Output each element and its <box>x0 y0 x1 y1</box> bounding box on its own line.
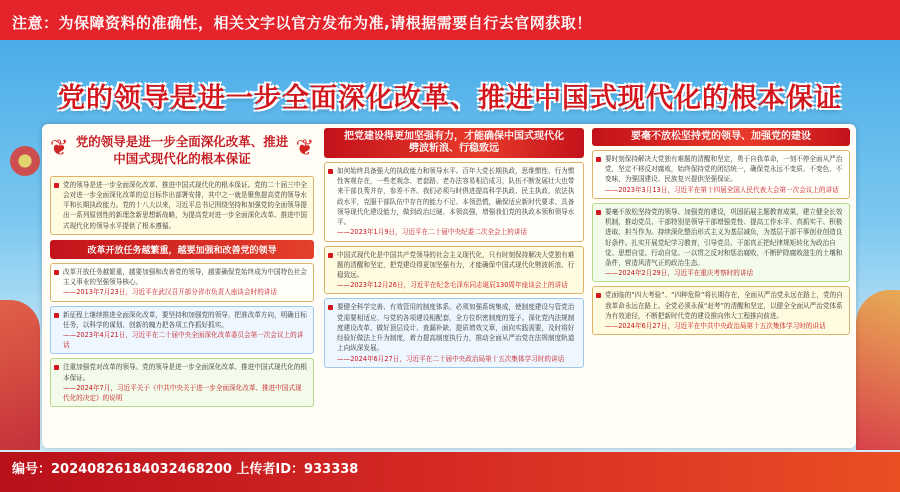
column-title-line2: 中国式现代化的根本保证 <box>113 150 251 166</box>
column-heading-line1: 把党建设得更加坚强有力，才能确保中国式现代化 <box>344 131 564 142</box>
quote-card <box>50 358 314 407</box>
column-left <box>50 128 314 407</box>
banner-title: 党的领导是进一步全面深化改革、推进中国式现代化的根本保证 <box>58 83 842 114</box>
quote-source: ——2024年2月29日，习近平在重庆考察时的讲话 <box>605 269 754 278</box>
column-heading-line2: 劈波斩浪、行稳致远 <box>409 143 499 154</box>
notice-text: 注意：为保障资料的准确性，相关文字以官方发布为准,请根据需要自行去官网获取！ <box>12 14 592 32</box>
emblem-icon <box>10 146 40 176</box>
intro-card <box>50 176 314 235</box>
quote-body: 新征程上继续推进全面深化改革，要坚持和加强党的领导，把准改革方向，明确目标任务，以科学的谋划、创新的魄力把各项工作抓好抓实。 <box>63 310 307 329</box>
column-heading <box>324 128 584 158</box>
quote-card <box>50 306 314 355</box>
quote-source: ——2023年4月21日，习近平在二十届中央全面深化改革委员会第一次会议上的讲话 <box>63 330 304 350</box>
decorative-flag <box>0 300 40 450</box>
content-board <box>42 124 856 448</box>
quote-body: 党面临的“四大考验”、“四种危险”将长期存在，全面从严治党永远在路上，党的自我革命永远在路上。全党必须永葆“赶考”的清醒和坚定，以健全全面从严治党体系为有效途径，不断把新时代党的建设推向伟大工程推向前进。 <box>605 291 843 320</box>
quote-source: ——2013年7月23日，习近平在武汉召开部分省市负责人座谈会时的讲话 <box>63 288 277 297</box>
laurel-icon: ❦ <box>295 136 314 161</box>
column-middle <box>324 128 584 368</box>
section-subheading: 改革开放任务越繁重，越要加强和改善党的领导 <box>50 240 314 259</box>
quote-body: 如何始终具备强大的执政能力和领导水平。百年大党长期执政，思维惯性、行为惯性客观存在，一些老观念、老套路、老办法容易相沿成习，队伍不断发展壮大也带来干部良莠并存，参差不齐。我们必须与时俱进提高科学执政、民主执政、依法执政水平，克服干部队伍中存在的能力不足、本领恐慌，确保适应新时代要求、具备领导现代化建设能力，做到政治过硬、本领高强，增强我们党的执政本领和领导水平。 <box>337 167 575 227</box>
quote-card <box>324 246 584 295</box>
upload-info: 编号：20240826184032468200 上传者ID：933338 <box>12 462 359 477</box>
quote-source: ——2023年1月9日，习近平在二十届中央纪委二次全会上的讲话 <box>337 228 528 237</box>
quote-source: ——2024年6月27日，习近平在二十届中央政治局第十五次集体学习时的讲话 <box>337 354 565 363</box>
quote-card <box>592 203 850 283</box>
quote-body: 注重加强党对改革的领导。党的领导是进一步全面深化改革、推进中国式现代化的根本保证。 <box>63 363 307 382</box>
quote-card <box>324 162 584 242</box>
intro-text: 党的领导是进一步全面深化改革、推进中国式现代化的根本保证。党的二十届三中全会对进一步全面深化改革的总目标作出部署安排，其中之一就是聚焦提高党的领导水平和长期执政能力。党的十八大以来，习近平总书记围绕坚持和加强党的全面领导提出一系列原创性的新理念新思想新战略，为提高党对进一步全面深化改革、推进中国式现代化的领导水平提供了根本遵循。 <box>63 180 307 230</box>
quote-source: ——2024年7月，习近平关于《中共中央关于进一步全面深化改革、推进中国式现代化的决定》的说明 <box>63 383 302 403</box>
quote-card <box>324 298 584 367</box>
quote-card <box>50 263 314 302</box>
notice-bar <box>0 0 900 40</box>
quote-source: ——2023年3月13日，习近平在第十四届全国人民代表大会第一次会议上的讲话 <box>605 185 839 194</box>
quote-body: 要毫不放松坚持党的领导、加强党的建设，巩固拓展主题教育成果，建立健全长效机制，推动党员、干部特别是领导干部增强党性、提高工作水平、真抓实干、积极进取、担当作为。持续深化整治形式主义为基层减负，为基层干部干事创业创造良好条件。扎实开展党纪学习教育，引导党员、干部真正把纪律规矩转化为政治自觉、思想自觉、行动自觉。一以贯之反对和惩治腐败，不断铲除腐败滋生的土壤和条件，营造风清气正的政治生态。 <box>605 207 843 267</box>
quote-card <box>592 286 850 335</box>
column-title <box>50 128 314 172</box>
quote-body: 要时刻保持解决大党独有难题的清醒和坚定，勇于自我革命，一刻不停全面从严治党，坚定不移反对腐败，始终保持党的团结统一，确保党永远不变质、不变色、不变味，为强国建设、民族复兴提供坚强保证。 <box>605 155 843 184</box>
laurel-icon: ❦ <box>50 136 69 161</box>
quote-source: ——2024年6月27日，习近平在中共中央政治局第十五次集体学习时的讲话 <box>605 322 826 331</box>
column-title-line1: 党的领导是进一步全面深化改革、推进 <box>75 134 289 149</box>
decorative-monument <box>856 290 900 450</box>
column-heading: 要毫不放松坚持党的领导、加强党的建设 <box>592 128 850 146</box>
quote-body: 中国式现代化是中国共产党领导的社会主义现代化，只有时刻保持解决大党独有难题的清醒和坚定，把党建设得更加坚强有力，才能确保中国式现代化劈波斩浪、行稳致远。 <box>337 250 575 279</box>
quote-body: 要健全科学完善、有效管用的制度体系。必须加强系统集成，使制度建设与管党治党需要相适应、与党的各项建设相配套，全方位织密制度的笼子。深化党内法规制度建设改革，做好顶层设计、查漏补缺、提质增效文章，面向实践需要，及时将好经验好做法上升为制度，着力提高制度执行力，推动全面从严治党在法规制度轨道上向纵深发展。 <box>337 303 575 353</box>
quote-body: 改革开放任务越繁重，越要加强和改善党的领导，越要确保党始终成为中国特色社会主义事业的坚强领导核心。 <box>63 267 307 287</box>
column-right <box>592 128 850 335</box>
quote-source: ——2023年12月26日，习近平在纪念毛泽东同志诞辰130周年座谈会上的讲话 <box>337 281 568 290</box>
quote-card <box>592 150 850 199</box>
